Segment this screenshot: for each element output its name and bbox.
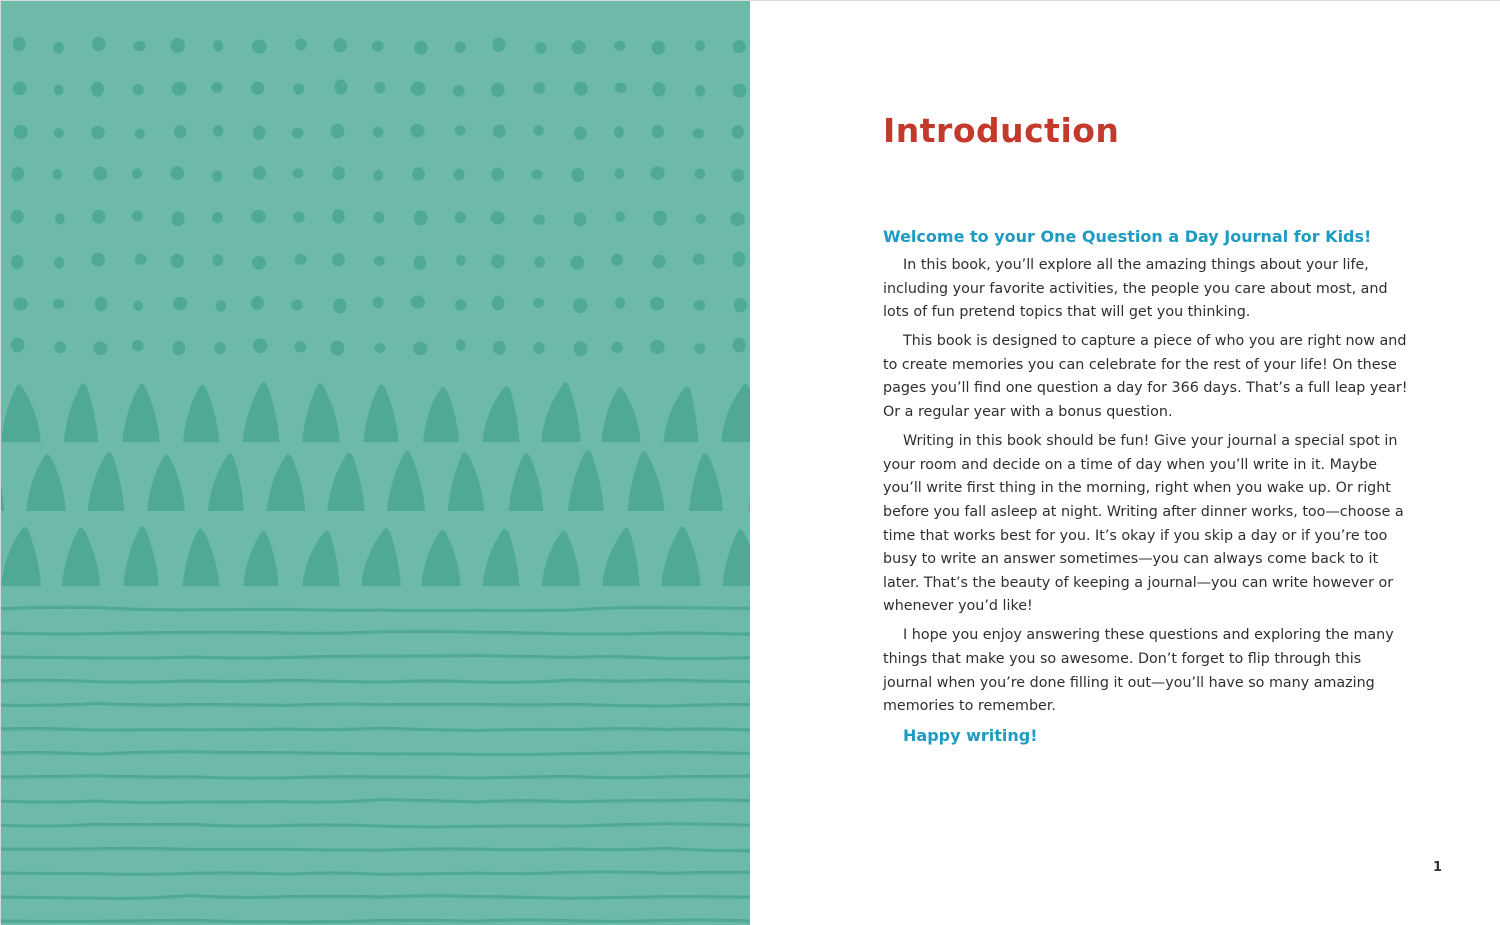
wavy-line-pattern xyxy=(1,607,750,922)
dot xyxy=(54,85,64,96)
triangle xyxy=(361,528,401,586)
triangle xyxy=(122,384,159,442)
dot xyxy=(652,255,665,269)
dot xyxy=(134,41,146,51)
dot xyxy=(651,166,665,179)
dot xyxy=(696,214,706,224)
triangle xyxy=(64,383,98,442)
dot xyxy=(374,82,385,94)
dot xyxy=(732,84,746,98)
dot xyxy=(574,341,588,356)
dot xyxy=(92,210,105,224)
dot xyxy=(214,342,225,354)
dot xyxy=(135,128,145,139)
triangle xyxy=(421,530,461,586)
dot xyxy=(695,169,706,180)
dot xyxy=(330,341,344,356)
decorative-pattern xyxy=(1,1,750,925)
wavy-line xyxy=(1,848,750,850)
dot xyxy=(216,300,226,312)
dot xyxy=(93,342,107,355)
dot xyxy=(372,41,384,52)
dot xyxy=(133,84,144,95)
intro-heading: Welcome to your One Question a Day Journal for Kids! xyxy=(883,227,1372,246)
dot xyxy=(293,212,305,223)
dot xyxy=(14,125,28,139)
wavy-line xyxy=(1,607,750,610)
triangle xyxy=(602,387,641,442)
dot xyxy=(650,340,665,354)
dot xyxy=(493,341,506,355)
dot xyxy=(574,127,587,140)
dot xyxy=(614,126,624,138)
dot xyxy=(253,126,266,140)
dot xyxy=(373,212,384,224)
dot xyxy=(534,82,545,94)
triangle xyxy=(183,529,220,586)
dot xyxy=(731,169,744,182)
dot xyxy=(173,341,186,356)
page-number: 1 xyxy=(1433,860,1443,875)
dot xyxy=(375,343,386,353)
dot xyxy=(573,298,587,313)
dot xyxy=(535,42,546,53)
dot xyxy=(333,299,346,314)
dot xyxy=(332,209,345,224)
dot xyxy=(374,256,385,266)
triangle xyxy=(302,531,339,586)
decorative-left-page xyxy=(1,1,750,925)
dot xyxy=(332,253,345,266)
dot xyxy=(454,169,465,180)
triangle xyxy=(243,531,278,586)
dot xyxy=(14,297,28,310)
paragraph: In this book, you’ll explore all the amazing things about your life, including your favorite activities, the people you care about most, and lots of fun pretend topics that will get you thinking. xyxy=(883,257,1388,321)
dot xyxy=(374,170,384,181)
triangle xyxy=(721,384,750,442)
dot xyxy=(652,125,665,138)
dot xyxy=(52,169,62,179)
dot xyxy=(11,210,24,224)
dot xyxy=(295,341,307,352)
dot xyxy=(53,299,65,309)
wavy-line xyxy=(1,824,750,827)
triangle xyxy=(387,451,425,511)
dot xyxy=(172,82,187,96)
wavy-line xyxy=(1,896,750,899)
dot xyxy=(335,79,348,94)
triangle xyxy=(482,386,519,442)
dot xyxy=(174,125,187,138)
dot xyxy=(614,41,625,51)
dot xyxy=(611,254,623,266)
dot xyxy=(132,168,142,179)
dot xyxy=(55,213,65,224)
dot xyxy=(695,40,705,51)
text-page xyxy=(750,1,1500,925)
dot xyxy=(455,42,466,54)
dot xyxy=(491,168,504,182)
dot xyxy=(252,40,267,54)
dot xyxy=(251,82,264,96)
dot xyxy=(291,300,303,311)
dot xyxy=(652,41,665,55)
dot xyxy=(173,297,187,311)
triangle xyxy=(509,453,544,511)
dot xyxy=(213,40,223,52)
triangle xyxy=(327,453,364,511)
dot xyxy=(171,38,185,53)
wavy-line xyxy=(1,920,750,922)
dot xyxy=(55,341,66,353)
dot xyxy=(533,215,545,225)
paragraph: I hope you enjoy answering these questions and exploring the many things that make you so awesome. Don’t forget to flip through this journal when you’re done filling it out—you’ll have so many amazing memories to remember. xyxy=(883,627,1394,715)
dot xyxy=(413,342,428,355)
triangle xyxy=(183,385,219,442)
triangle xyxy=(1,385,41,442)
dot xyxy=(493,124,506,138)
dot xyxy=(414,211,428,226)
dot xyxy=(532,170,543,180)
triangle xyxy=(661,527,701,586)
dot xyxy=(11,255,24,269)
triangle xyxy=(26,454,66,511)
dot xyxy=(212,212,223,224)
dot xyxy=(132,340,144,351)
dot xyxy=(295,39,307,51)
dot xyxy=(574,82,588,96)
wavy-line xyxy=(1,728,750,730)
dot xyxy=(491,211,505,224)
dot xyxy=(295,254,307,265)
triangle xyxy=(423,387,459,442)
dot xyxy=(732,252,745,267)
introduction-body xyxy=(883,225,1408,748)
dot xyxy=(492,296,504,311)
dot xyxy=(611,342,623,353)
triangle xyxy=(147,455,185,511)
dot xyxy=(694,300,706,311)
dot xyxy=(11,167,24,181)
dot xyxy=(91,253,105,267)
page-title: Introduction xyxy=(883,111,1120,150)
dot xyxy=(533,125,543,135)
dot xyxy=(212,171,222,182)
dot xyxy=(54,257,64,269)
dot xyxy=(11,338,24,353)
triangle xyxy=(62,528,100,586)
wavy-line xyxy=(1,752,750,755)
dot xyxy=(293,83,304,94)
wavy-line xyxy=(1,776,750,779)
dot xyxy=(292,128,304,139)
dot xyxy=(732,125,744,138)
dot xyxy=(570,256,584,270)
dot xyxy=(411,295,425,308)
dot xyxy=(213,125,223,137)
dot xyxy=(212,254,223,266)
dot xyxy=(694,343,705,354)
dot xyxy=(95,297,108,312)
dot xyxy=(692,128,704,138)
dot xyxy=(211,82,222,93)
dot xyxy=(91,82,104,97)
dot xyxy=(414,256,427,270)
dot xyxy=(491,254,505,268)
triangle xyxy=(267,454,306,511)
dot xyxy=(730,212,745,226)
triangle xyxy=(542,531,581,586)
dot xyxy=(412,167,425,181)
wavy-line xyxy=(1,680,750,682)
dot xyxy=(253,166,266,180)
wavy-line xyxy=(1,800,750,803)
dot xyxy=(414,41,427,55)
dot xyxy=(491,83,505,97)
triangle xyxy=(602,528,640,586)
dot xyxy=(733,338,746,353)
closing-line: Happy writing! xyxy=(903,726,1038,746)
dot xyxy=(91,126,105,139)
dot xyxy=(411,82,426,96)
triangle xyxy=(364,384,399,442)
dot xyxy=(13,37,26,51)
dot xyxy=(373,297,384,309)
triangle xyxy=(123,526,159,586)
triangle-pattern xyxy=(1,382,750,586)
triangle xyxy=(1,453,4,511)
triangle xyxy=(208,454,244,511)
triangle xyxy=(302,383,340,442)
dot xyxy=(252,256,266,270)
dot xyxy=(13,82,27,96)
wavy-line xyxy=(1,632,750,635)
dot xyxy=(373,127,384,138)
dot xyxy=(572,40,586,54)
dot xyxy=(133,300,143,311)
dot xyxy=(53,42,63,54)
dot xyxy=(574,212,587,226)
triangle xyxy=(483,529,520,586)
dot xyxy=(92,37,106,52)
dot xyxy=(653,211,667,226)
paragraph: Writing in this book should be fun! Give your journal a special spot in your room and decide on a time of day when you’ll write in it. Maybe you’ll write first thing in the morning, right when you wake up. Or right before you fall asleep at night. Writing after dinner works, too—choose a time that works best for you. It’s okay if you skip a day or if you’re too busy to write an answer sometimes—you can always come back to it later. That’s the beauty of keeping a journal—you can write however or whenever you’d like! xyxy=(883,433,1404,615)
dot xyxy=(455,299,466,310)
dot xyxy=(331,124,345,139)
triangle xyxy=(628,451,665,511)
wavy-line xyxy=(1,704,750,707)
dot xyxy=(695,85,705,97)
dot xyxy=(334,38,347,52)
dot xyxy=(456,255,466,266)
dot xyxy=(492,38,505,52)
dot xyxy=(533,298,544,308)
dot xyxy=(293,168,304,178)
dot xyxy=(132,211,143,222)
dot xyxy=(54,128,64,138)
dot xyxy=(533,342,544,354)
triangle xyxy=(243,382,280,442)
dot xyxy=(615,168,625,179)
dot xyxy=(733,40,746,53)
triangle xyxy=(1,527,41,586)
dot xyxy=(172,211,185,226)
dot xyxy=(251,210,266,223)
triangle xyxy=(88,452,125,511)
dot xyxy=(571,168,584,183)
dot xyxy=(652,82,665,97)
triangle xyxy=(541,382,581,442)
dot xyxy=(456,340,466,351)
dot-pattern xyxy=(11,37,747,356)
dot xyxy=(93,167,107,181)
dot xyxy=(734,298,747,313)
triangle xyxy=(448,452,485,511)
triangle xyxy=(568,450,604,511)
dot xyxy=(534,256,545,268)
dot xyxy=(455,125,466,136)
wavy-line xyxy=(1,872,750,874)
dot xyxy=(410,124,424,138)
dot xyxy=(615,211,625,222)
dot xyxy=(135,254,147,265)
dot xyxy=(455,212,466,224)
dot xyxy=(650,297,664,311)
triangle xyxy=(723,529,750,586)
triangle xyxy=(689,453,723,511)
dot xyxy=(171,254,184,269)
triangle xyxy=(664,386,699,442)
dot xyxy=(615,297,625,309)
dot xyxy=(615,83,627,93)
wavy-line xyxy=(1,655,750,658)
dot xyxy=(693,253,705,265)
dot xyxy=(251,296,264,310)
dot xyxy=(171,166,184,180)
dot xyxy=(253,339,267,353)
dot xyxy=(453,85,465,97)
paragraph: This book is designed to capture a piece of who you are right now and to create memories you can celebrate for the rest of your life! On these pages you’ll find one question a day for 366 days. That’s a full leap year! Or a regular year with a bonus question. xyxy=(883,333,1408,421)
dot xyxy=(332,167,345,181)
